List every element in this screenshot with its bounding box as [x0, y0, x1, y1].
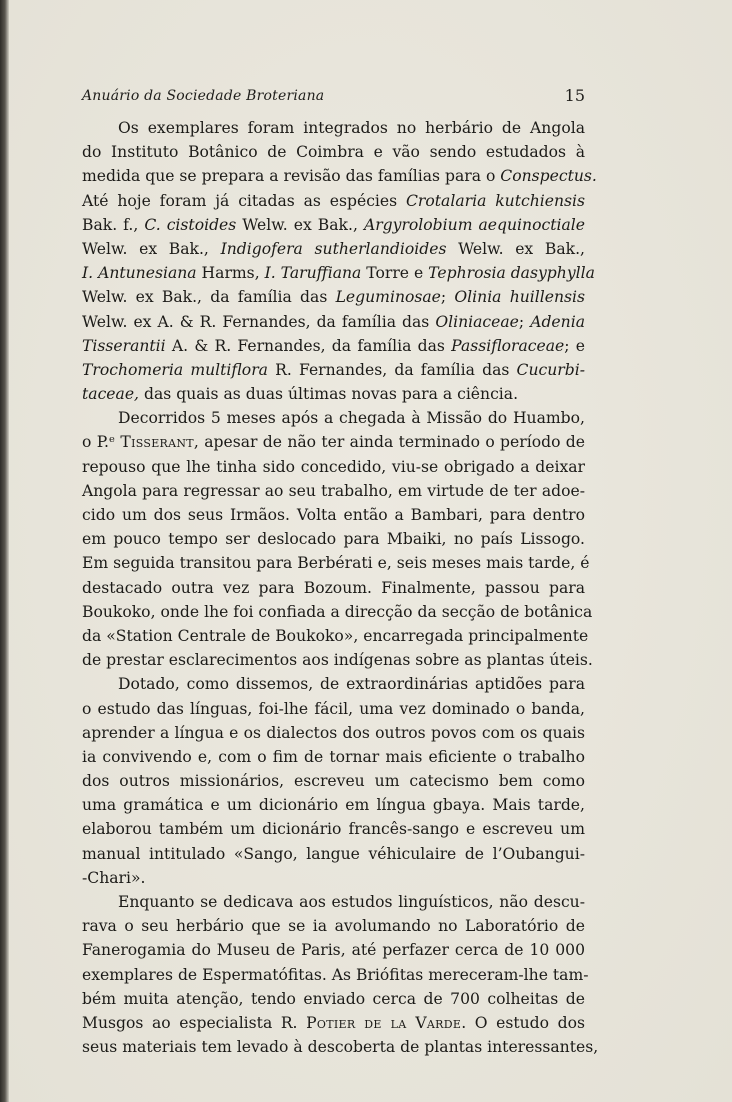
italic-text: Adenia	[530, 312, 585, 331]
text-run: Welw. ex A. & R. Fernandes, da família das	[82, 312, 436, 331]
text-line	[82, 963, 589, 987]
text-line	[82, 769, 585, 793]
text-line	[82, 116, 585, 140]
text-line	[82, 310, 585, 334]
text-run: exemplares de Espermatófitas. As Briófitas mereceram-lhe tam-	[82, 965, 589, 984]
small-caps-name: Tisserant	[120, 433, 194, 452]
text-run: destacado outra vez para Bozoum. Finalmente, passou para	[82, 578, 585, 597]
text-line	[82, 890, 585, 914]
text-line	[82, 455, 585, 479]
text-line	[82, 406, 585, 430]
text-line	[82, 503, 585, 527]
text-line	[82, 600, 593, 624]
text-run: Torre e	[361, 264, 429, 283]
text-line	[82, 382, 585, 406]
text-run: rava o seu herbário que se ia avolumando no Laboratório de	[82, 917, 585, 936]
text-line	[82, 213, 585, 237]
italic-text: Tisserantii	[82, 336, 166, 355]
text-line	[82, 358, 585, 382]
text-run: R. Fernandes, da família das	[267, 360, 517, 379]
text-line	[82, 648, 593, 672]
text-run: -Chari».	[82, 868, 146, 887]
italic-text: Oliniaceae	[435, 312, 519, 331]
text-run: aprender a língua e os dialectos dos outros povos com os quais	[82, 723, 585, 742]
text-run: Angola para regressar ao seu trabalho, em virtude de ter adoe-	[82, 481, 585, 500]
text-run: Em seguida transitou para Berbérati e, seis meses mais tarde, é	[82, 554, 590, 573]
text-line	[82, 866, 585, 890]
italic-text: Olinia huillensis	[454, 288, 586, 307]
text-run: Dotado, como dissemos, de extraordinárias aptidões para	[118, 675, 585, 694]
italic-text: Conspectus.	[500, 167, 597, 186]
text-line	[82, 1035, 599, 1059]
text-line	[82, 479, 585, 503]
text-run: manual intitulado «Sango, langue véhiculaire de l’Oubangui-	[82, 844, 585, 863]
text-line	[82, 914, 585, 938]
text-line	[82, 624, 589, 648]
text-line	[82, 938, 585, 962]
book-spine-shadow	[0, 0, 9, 1102]
text-run: Welw. ex Bak.,	[236, 215, 364, 234]
running-title: Anuário da Sociedade Broteriana	[82, 88, 325, 104]
text-run: Os exemplares foram integrados no herbário de Angola	[118, 119, 585, 137]
text-run: de prestar esclarecimentos aos indígenas sobre as plantas úteis.	[82, 651, 593, 670]
small-caps-name: Potier de la Varde	[306, 1013, 462, 1032]
page-number: 15	[564, 86, 585, 105]
text-run: seus materiais tem levado à descoberta de plantas interessantes,	[82, 1038, 599, 1057]
text-run: do Instituto Botânico de Coimbra e vão sendo estudados à	[82, 143, 585, 162]
text-run: em pouco tempo ser deslocado para Mbaiki, no país Lissogo.	[82, 530, 585, 549]
text-run: dos outros missionários, escreveu um catecismo bem como	[82, 772, 585, 791]
italic-text: Leguminosae	[335, 288, 441, 307]
text-run: ; e	[564, 336, 585, 355]
italic-text: Trochomeria multiflora	[82, 360, 268, 379]
text-run: Welw. ex Bak., da família das	[82, 288, 336, 307]
text-run: ;	[440, 288, 455, 307]
text-line	[82, 261, 595, 285]
body-text	[82, 116, 599, 1059]
text-run: medida que se prepara a revisão das famílias para o	[82, 167, 501, 186]
text-line	[82, 237, 585, 261]
text-run: Enquanto se dedicava aos estudos linguísticos, não descu-	[118, 893, 585, 911]
text-run: Musgos ao especialista R.	[82, 1013, 307, 1032]
text-run: Decorridos 5 meses após a chegada à Missão do Huambo,	[118, 409, 585, 428]
text-line	[82, 164, 597, 188]
text-run: das quais as duas últimas novas para a ciência.	[139, 385, 519, 404]
italic-text: Indigofera sutherlandioides	[220, 239, 447, 258]
italic-text: Cucurbi-	[516, 360, 585, 379]
text-line	[82, 430, 585, 454]
text-line	[82, 721, 585, 745]
text-line	[82, 576, 585, 600]
text-line	[82, 842, 585, 866]
text-run: . O estudo dos	[461, 1013, 585, 1032]
text-run: Welw. ex Bak.,	[446, 239, 586, 258]
text-line	[82, 527, 585, 551]
italic-text: Tephrosia dasyphylla	[428, 264, 595, 283]
italic-text: taceae,	[82, 385, 140, 404]
text-line	[82, 817, 585, 841]
page-header	[82, 86, 585, 112]
text-line	[82, 189, 585, 213]
text-run: Harms,	[196, 264, 265, 283]
text-run: Welw. ex Bak.,	[82, 239, 221, 258]
italic-text: I. Taruffiana	[264, 264, 362, 283]
text-run: uma gramática e um dicionário em língua gbaya. Mais tarde,	[82, 796, 585, 815]
text-line	[82, 140, 585, 164]
text-line	[82, 745, 585, 769]
text-run: o P.ᵉ	[82, 433, 121, 452]
text-run: , apesar de não ter ainda terminado o período de	[193, 433, 585, 452]
text-line	[82, 334, 585, 358]
italic-text: C. cistoides	[144, 215, 237, 234]
text-run: bém muita atenção, tendo enviado cerca de 700 colheitas de	[82, 989, 585, 1008]
italic-text: Crotalaria kutchiensis	[406, 191, 585, 210]
italic-text: I. Antunesiana	[82, 264, 197, 283]
text-run: repouso que lhe tinha sido concedido, viu-se obrigado a deixar	[82, 457, 585, 476]
text-run: Até hoje foram já citadas as espécies	[82, 191, 406, 210]
text-line	[82, 1011, 585, 1035]
text-line	[82, 285, 585, 309]
text-run: Bak. f.,	[82, 215, 145, 234]
text-line	[82, 672, 585, 696]
text-run: cido um dos seus Irmãos. Volta então a Bambari, para dentro	[82, 506, 585, 524]
text-run: Boukoko, onde lhe foi confiada a direcção da secção de botânica	[82, 602, 593, 621]
text-line	[82, 793, 585, 817]
italic-text: Argyrolobium aequinoctiale	[363, 215, 585, 234]
text-run: Fanerogamia do Museu de Paris, até perfazer cerca de 10 000	[82, 941, 585, 960]
text-run: o estudo das línguas, foi-lhe fácil, uma vez dominado o banda,	[82, 699, 585, 718]
text-run: A. & R. Fernandes, da família das	[165, 336, 452, 355]
text-run: ;	[518, 312, 531, 331]
text-line	[82, 697, 585, 721]
text-run: da «Station Centrale de Boukoko», encarregada principalmente	[82, 626, 589, 645]
italic-text: Passifloraceae	[451, 336, 565, 355]
text-run: elaborou também um dicionário francês-sango e escreveu um	[82, 820, 585, 839]
text-line	[82, 551, 590, 575]
text-line	[82, 987, 585, 1011]
text-run: ia convivendo e, com o fim de tornar mais eficiente o trabalho	[82, 747, 585, 766]
